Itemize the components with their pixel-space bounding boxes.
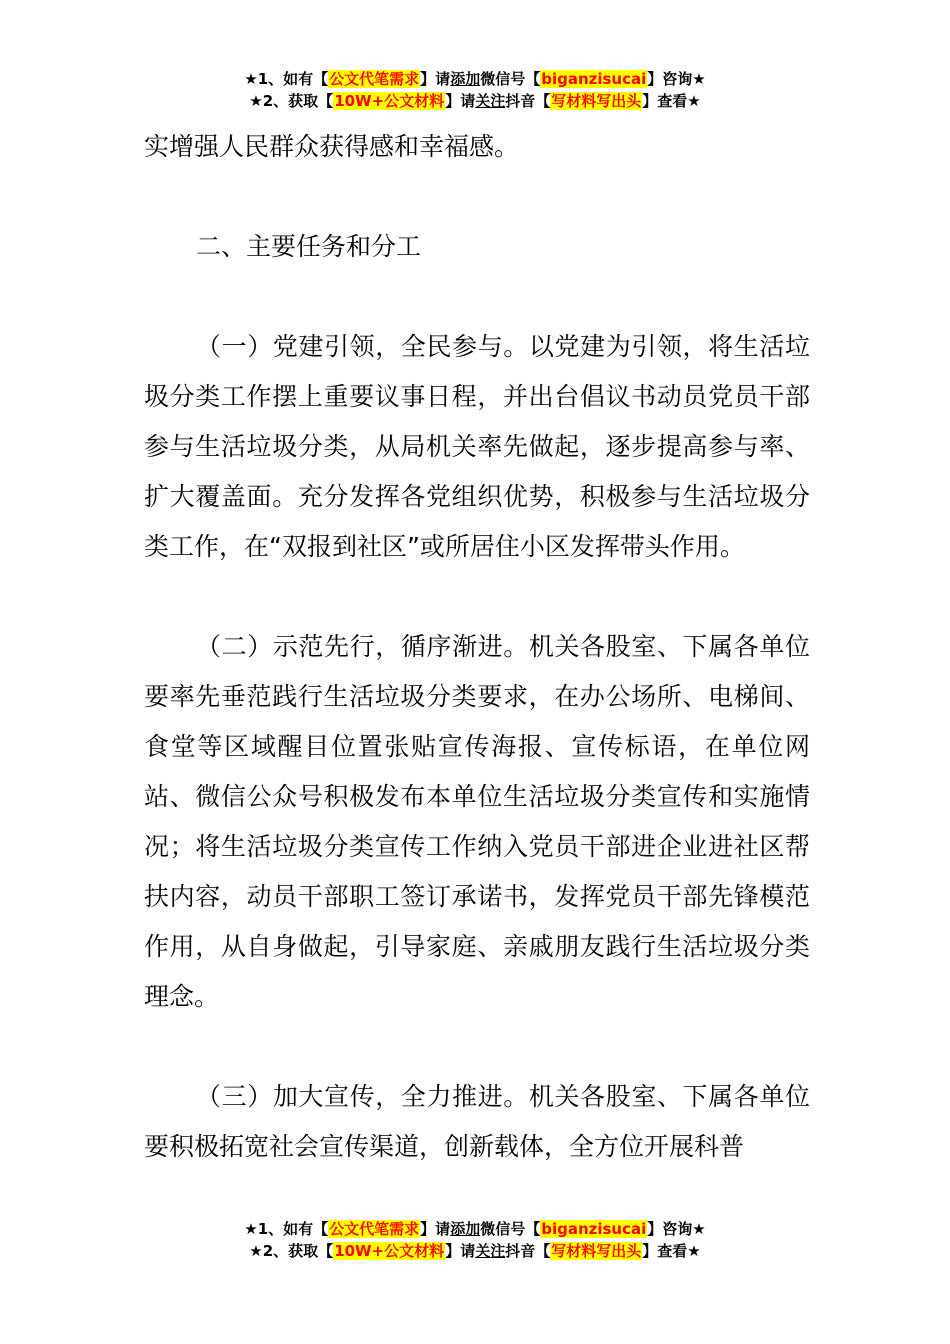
- highlight-text: 10W+公文材料: [334, 1242, 445, 1260]
- douyin-id: 写材料写出头: [551, 1242, 642, 1260]
- wechat-id: biganzisucai: [541, 70, 647, 88]
- banner-line-2: ★2、获取【10W+公文材料】请关注抖音【写材料写出头】查看★: [249, 92, 701, 110]
- douyin-id: 写材料写出头: [551, 92, 642, 110]
- banner-line-1: ★1、如有【公文代笔需求】请添加微信号【biganzisucai】咨询★: [244, 1220, 706, 1238]
- banner-line-2: ★2、获取【10W+公文材料】请关注抖音【写材料写出头】查看★: [249, 1242, 701, 1260]
- document-body: [144, 122, 810, 1172]
- paragraph-2: （二）示范先行，循序渐进。机关各股室、下属各单位要率先垂范践行生活垃圾分类要求，在办公场所、电梯间、食堂等区域醒目位置张贴宣传海报、宣传标语，在单位网站、微信公众号积极发布本单位生活垃圾分类宣传和实施情况；将生活垃圾分类宣传工作纳入党员干部进企业进社区帮扶内容，动员干部职工签订承诺书，发挥党员干部先锋模范作用，从自身做起，引导家庭、亲戚朋友践行生活垃圾分类理念。: [144, 632, 810, 1011]
- header-ad-banner: [0, 68, 950, 112]
- highlight-text: 公文代笔需求: [329, 70, 420, 88]
- highlight-text: 10W+公文材料: [334, 92, 445, 110]
- footer-ad-banner: [0, 1218, 950, 1262]
- wechat-id: biganzisucai: [541, 1220, 647, 1238]
- highlight-text: 公文代笔需求: [329, 1220, 420, 1238]
- paragraph-3: （三）加大宣传，全力推进。机关各股室、下属各单位要积极拓宽社会宣传渠道，创新载体，全方位开展科普: [144, 1082, 810, 1161]
- section-heading: 二、主要任务和分工: [196, 232, 422, 261]
- banner-line-1: ★1、如有【公文代笔需求】请添加微信号【biganzisucai】咨询★: [244, 70, 706, 88]
- continuation-text: 实增强人民群众获得感和幸福感。: [144, 132, 520, 161]
- paragraph-1: （一）党建引领，全民参与。以党建为引领，将生活垃圾分类工作摆上重要议事日程，并出台倡议书动员党员干部参与生活垃圾分类，从局机关率先做起，逐步提高参与率、扩大覆盖面。充分发挥各党组织优势，积极参与生活垃圾分类工作，在“双报到社区”或所居住小区发挥带头作用。: [144, 332, 810, 561]
